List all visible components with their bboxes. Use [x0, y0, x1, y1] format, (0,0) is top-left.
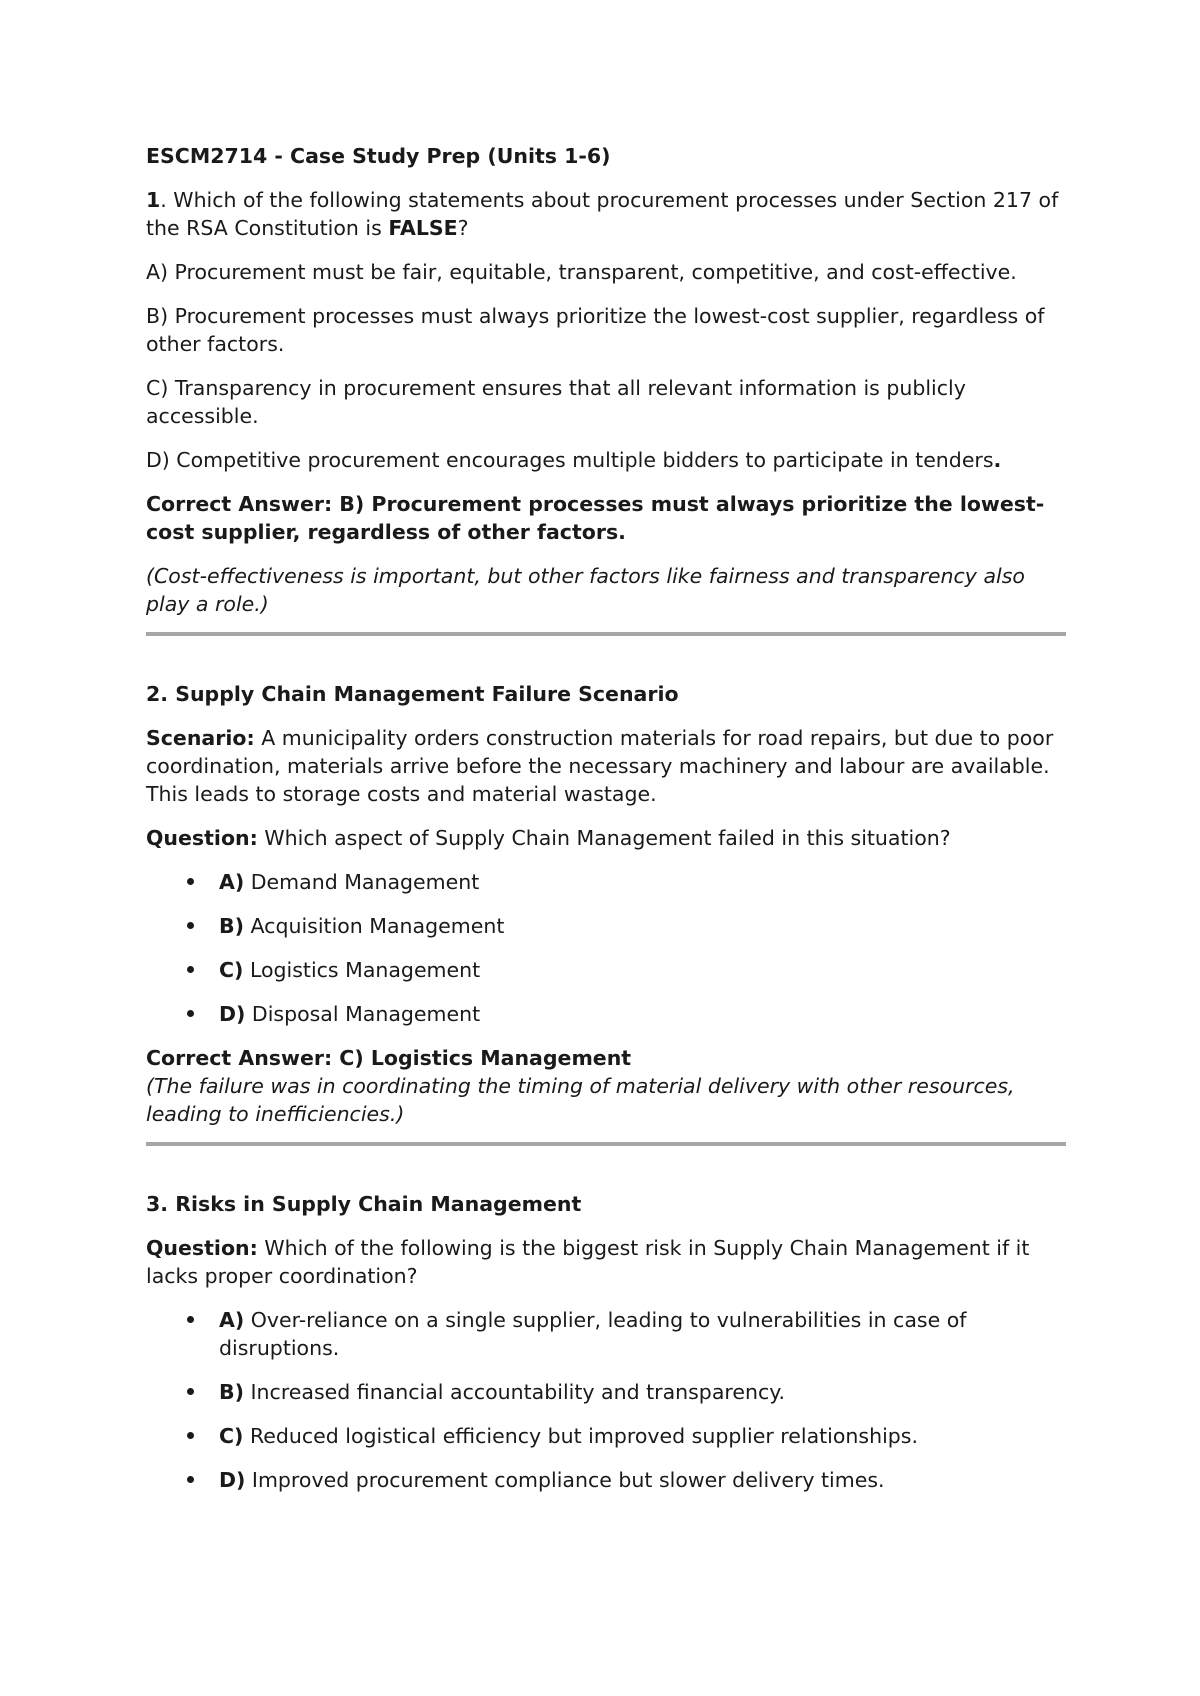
q3-question-text: Which of the following is the biggest risk in Supply Chain Management if it lacks proper coordination? [146, 1236, 1030, 1288]
bullet-icon [184, 1422, 196, 1450]
bullet-icon [184, 1466, 196, 1494]
list-item [146, 1306, 1066, 1362]
option-text: Improved procurement compliance but slower delivery times. [245, 1468, 885, 1492]
option-letter: C) [219, 958, 244, 982]
bullet-icon [184, 868, 196, 896]
list-item [146, 912, 1066, 940]
option-text: Increased financial accountability and transparency. [244, 1380, 785, 1404]
list-item [146, 1466, 1066, 1494]
q1-option-a: A) Procurement must be fair, equitable, transparent, competitive, and cost-effective. [146, 260, 1017, 284]
section-divider [146, 1142, 1066, 1146]
bullet-icon [184, 956, 196, 984]
option-text: Logistics Management [243, 958, 481, 982]
q1-explanation: (Cost-effectiveness is important, but other factors like fairness and transparency also play a role.) [146, 564, 1025, 616]
option-letter: B) [219, 914, 244, 938]
q3-question-label: Question: [146, 1236, 258, 1260]
q2-question [146, 824, 1066, 852]
q2-scenario-text: A municipality orders construction materials for road repairs, but due to poor coordination, materials arrive before the necessary machinery and labour are available. This leads to storage costs and material wastage. [146, 726, 1054, 806]
bullet-icon [184, 1378, 196, 1406]
option-text: Reduced logistical efficiency but improved supplier relationships. [243, 1424, 918, 1448]
option-text: Demand Management [244, 870, 480, 894]
option-text: Over-reliance on a single supplier, leading to vulnerabilities in case of disruptions. [219, 1308, 967, 1360]
q2-question-label: Question: [146, 826, 258, 850]
q1-question-text: . Which of the following statements about procurement processes under Section 217 of the RSA Constitution is [146, 188, 1059, 240]
q1-option-d-text: D) Competitive procurement encourages multiple bidders to participate in tenders [146, 448, 994, 472]
q1-question-emphasis: FALSE [388, 216, 458, 240]
q2-heading: 2. Supply Chain Management Failure Scenario [146, 682, 679, 706]
q3-question [146, 1234, 1066, 1290]
q2-scenario [146, 724, 1066, 808]
list-item [146, 1378, 1066, 1406]
q3-heading: 3. Risks in Supply Chain Management [146, 1192, 582, 1216]
list-item [146, 868, 1066, 896]
option-letter: D) [219, 1002, 246, 1026]
bullet-icon [184, 912, 196, 940]
bullet-icon [184, 1000, 196, 1028]
q2-explanation: (The failure was in coordinating the timing of material delivery with other resources, leading to inefficiencies.) [146, 1074, 1015, 1126]
bullet-icon [184, 1306, 196, 1334]
q2-scenario-label: Scenario: [146, 726, 255, 750]
option-text: Disposal Management [245, 1002, 481, 1026]
option-letter: A) [219, 870, 245, 894]
q1-number: 1 [146, 188, 161, 212]
q2-options-list [146, 868, 1066, 1028]
q1-option-b: B) Procurement processes must always prioritize the lowest-cost supplier, regardless of other factors. [146, 304, 1045, 356]
section-divider [146, 632, 1066, 636]
q1-correct-answer: Correct Answer: B) Procurement processes must always prioritize the lowest-cost supplier, regardless of other factors. [146, 492, 1045, 544]
list-item [146, 1000, 1066, 1028]
q2-question-text: Which aspect of Supply Chain Management failed in this situation? [257, 826, 951, 850]
option-letter: B) [219, 1380, 244, 1404]
q1-question [146, 186, 1066, 242]
option-letter: A) [219, 1308, 245, 1332]
list-item [146, 956, 1066, 984]
q2-correct-answer: Correct Answer: C) Logistics Management [146, 1046, 632, 1070]
q1-option-d [146, 446, 1066, 474]
list-item [146, 1422, 1066, 1450]
document-body [146, 142, 1066, 1510]
q3-options-list [146, 1306, 1066, 1494]
document-title: ESCM2714 - Case Study Prep (Units 1-6) [146, 144, 611, 168]
option-letter: C) [219, 1424, 244, 1448]
q1-option-c: C) Transparency in procurement ensures that all relevant information is publicly accessible. [146, 376, 966, 428]
q1-option-d-period: . [993, 448, 1002, 472]
q1-question-end: ? [457, 216, 469, 240]
option-text: Acquisition Management [244, 914, 505, 938]
option-letter: D) [219, 1468, 246, 1492]
